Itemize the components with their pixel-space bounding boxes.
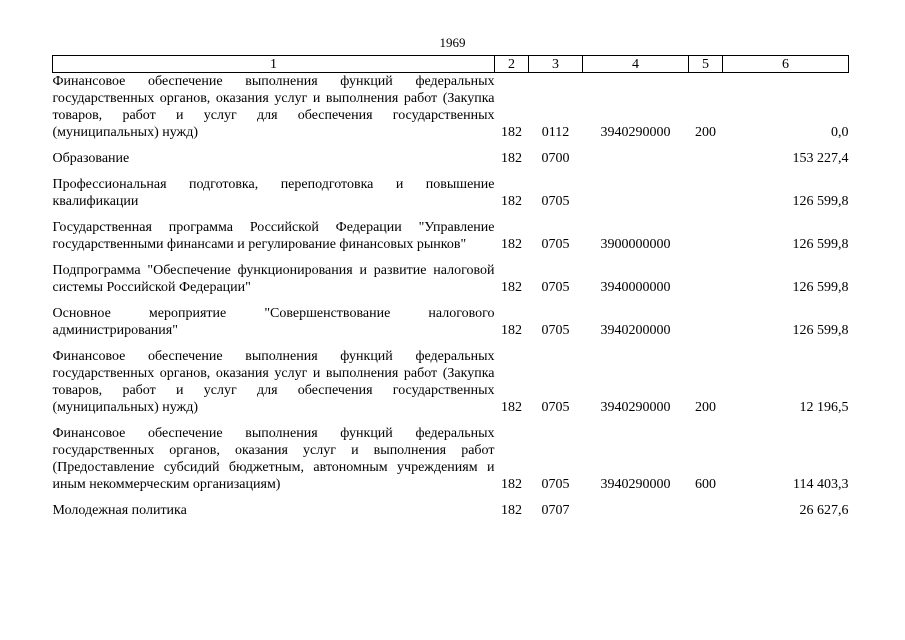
- row-name-cell: Профессиональная подготовка, переподготовка и повышение квалификации: [52, 177, 495, 209]
- row-section-code-cell: 0112: [541, 125, 570, 140]
- row-target-code-cell: [583, 502, 689, 519]
- column-header-5: 5: [689, 56, 723, 73]
- row-admin-code-cell: 182: [501, 503, 522, 518]
- row-target-code-cell: [583, 176, 689, 210]
- row-amount-cell: 126 599,8: [792, 194, 849, 209]
- row-expense-type-cell: 200: [695, 400, 716, 415]
- row-section-code-cell: 0705: [541, 477, 570, 492]
- row-name-cell: Государственная программа Российской Федерации "Управление государственными финансами и регулирование финансовых рынков": [52, 220, 495, 252]
- row-section-code-cell: 0705: [541, 400, 570, 415]
- row-amount-cell: 114 403,3: [793, 477, 849, 492]
- row-target-code-cell: 3940200000: [600, 323, 671, 338]
- page-number: 1969: [439, 35, 466, 50]
- row-amount-cell: 153 227,4: [792, 151, 849, 166]
- row-target-code-cell: 3940000000: [600, 280, 671, 295]
- budget-table: [52, 55, 849, 519]
- row-spacer: [53, 141, 849, 150]
- row-admin-code-cell: 182: [501, 323, 522, 338]
- table-row: [53, 150, 849, 167]
- row-target-code-cell: 3940290000: [600, 400, 671, 415]
- row-amount-cell: 126 599,8: [792, 280, 849, 295]
- table-row: [53, 219, 849, 253]
- row-target-code-cell: [583, 150, 689, 167]
- row-section-code-cell: 0705: [541, 237, 570, 252]
- row-target-code-cell: 3900000000: [600, 237, 671, 252]
- column-header-4: 4: [583, 56, 689, 73]
- row-admin-code-cell: 182: [501, 400, 522, 415]
- row-admin-code-cell: 182: [501, 477, 522, 492]
- row-admin-code-cell: 182: [501, 237, 522, 252]
- row-expense-type-cell: [689, 150, 723, 167]
- table-row: [53, 305, 849, 339]
- column-header-1: 1: [53, 56, 495, 73]
- row-amount-cell: 126 599,8: [792, 237, 849, 252]
- row-amount-cell: 0,0: [831, 125, 849, 140]
- column-header-3: 3: [529, 56, 583, 73]
- row-section-code-cell: 0700: [541, 151, 570, 166]
- row-section-code-cell: 0705: [541, 194, 570, 209]
- table-row: [53, 502, 849, 519]
- row-section-code-cell: 0707: [541, 503, 570, 518]
- table-body: [53, 73, 849, 520]
- table-row: [53, 425, 849, 493]
- table-row: [53, 73, 849, 142]
- row-expense-type-cell: [689, 176, 723, 210]
- row-name-cell: Образование: [52, 151, 130, 166]
- row-spacer-cell: [53, 167, 849, 176]
- row-expense-type-cell: 200: [695, 125, 716, 140]
- column-header-2: 2: [495, 56, 529, 73]
- row-target-code-cell: 3940290000: [600, 477, 671, 492]
- row-spacer-cell: [53, 416, 849, 425]
- row-spacer: [53, 339, 849, 348]
- row-expense-type-cell: [689, 219, 723, 253]
- row-spacer-cell: [53, 339, 849, 348]
- row-spacer: [53, 253, 849, 262]
- row-admin-code-cell: 182: [501, 280, 522, 295]
- column-header-6: 6: [723, 56, 849, 73]
- row-spacer: [53, 296, 849, 305]
- table-row: [53, 348, 849, 416]
- row-amount-cell: 126 599,8: [792, 323, 849, 338]
- row-spacer: [53, 167, 849, 176]
- row-section-code-cell: 0705: [541, 323, 570, 338]
- row-name-cell: Финансовое обеспечение выполнения функций федеральных государственных органов, оказания услуг и выполнения работ (Закупка товаров, работ и услуг для обеспечения государственных (муниципальных) нужд): [52, 74, 495, 140]
- row-section-code-cell: 0705: [541, 280, 570, 295]
- row-spacer-cell: [53, 210, 849, 219]
- row-name-cell: Основное мероприятие "Совершенствование налогового администрирования": [52, 306, 495, 338]
- row-spacer-cell: [53, 296, 849, 305]
- row-spacer: [53, 493, 849, 502]
- row-expense-type-cell: [689, 502, 723, 519]
- row-admin-code-cell: 182: [501, 125, 522, 140]
- row-spacer-cell: [53, 141, 849, 150]
- row-expense-type-cell: 600: [695, 477, 716, 492]
- row-amount-cell: 12 196,5: [799, 400, 849, 415]
- row-expense-type-cell: [689, 262, 723, 296]
- row-spacer: [53, 210, 849, 219]
- row-spacer-cell: [53, 493, 849, 502]
- row-expense-type-cell: [689, 305, 723, 339]
- row-name-cell: Финансовое обеспечение выполнения функций федеральных государственных органов, оказания услуг и выполнения работ (Предоставление субсидий бюджетным, автономным учреждениям и иным некоммерческим организациям): [52, 426, 495, 492]
- row-target-code-cell: 3940290000: [600, 125, 671, 140]
- row-spacer: [53, 416, 849, 425]
- table-row: [53, 262, 849, 296]
- row-name-cell: Подпрограмма "Обеспечение функционирования и развитие налоговой системы Российской Федерации": [52, 263, 495, 295]
- table-row: [53, 176, 849, 210]
- header-row: [53, 56, 849, 73]
- row-name-cell: Молодежная политика: [52, 503, 187, 518]
- row-amount-cell: 26 627,6: [799, 503, 849, 518]
- row-spacer-cell: [53, 253, 849, 262]
- row-admin-code-cell: 182: [501, 151, 522, 166]
- row-admin-code-cell: 182: [501, 194, 522, 209]
- row-name-cell: Финансовое обеспечение выполнения функций федеральных государственных органов, оказания услуг и выполнения работ (Закупка товаров, работ и услуг для обеспечения государственных (муниципальных) нужд): [52, 349, 495, 415]
